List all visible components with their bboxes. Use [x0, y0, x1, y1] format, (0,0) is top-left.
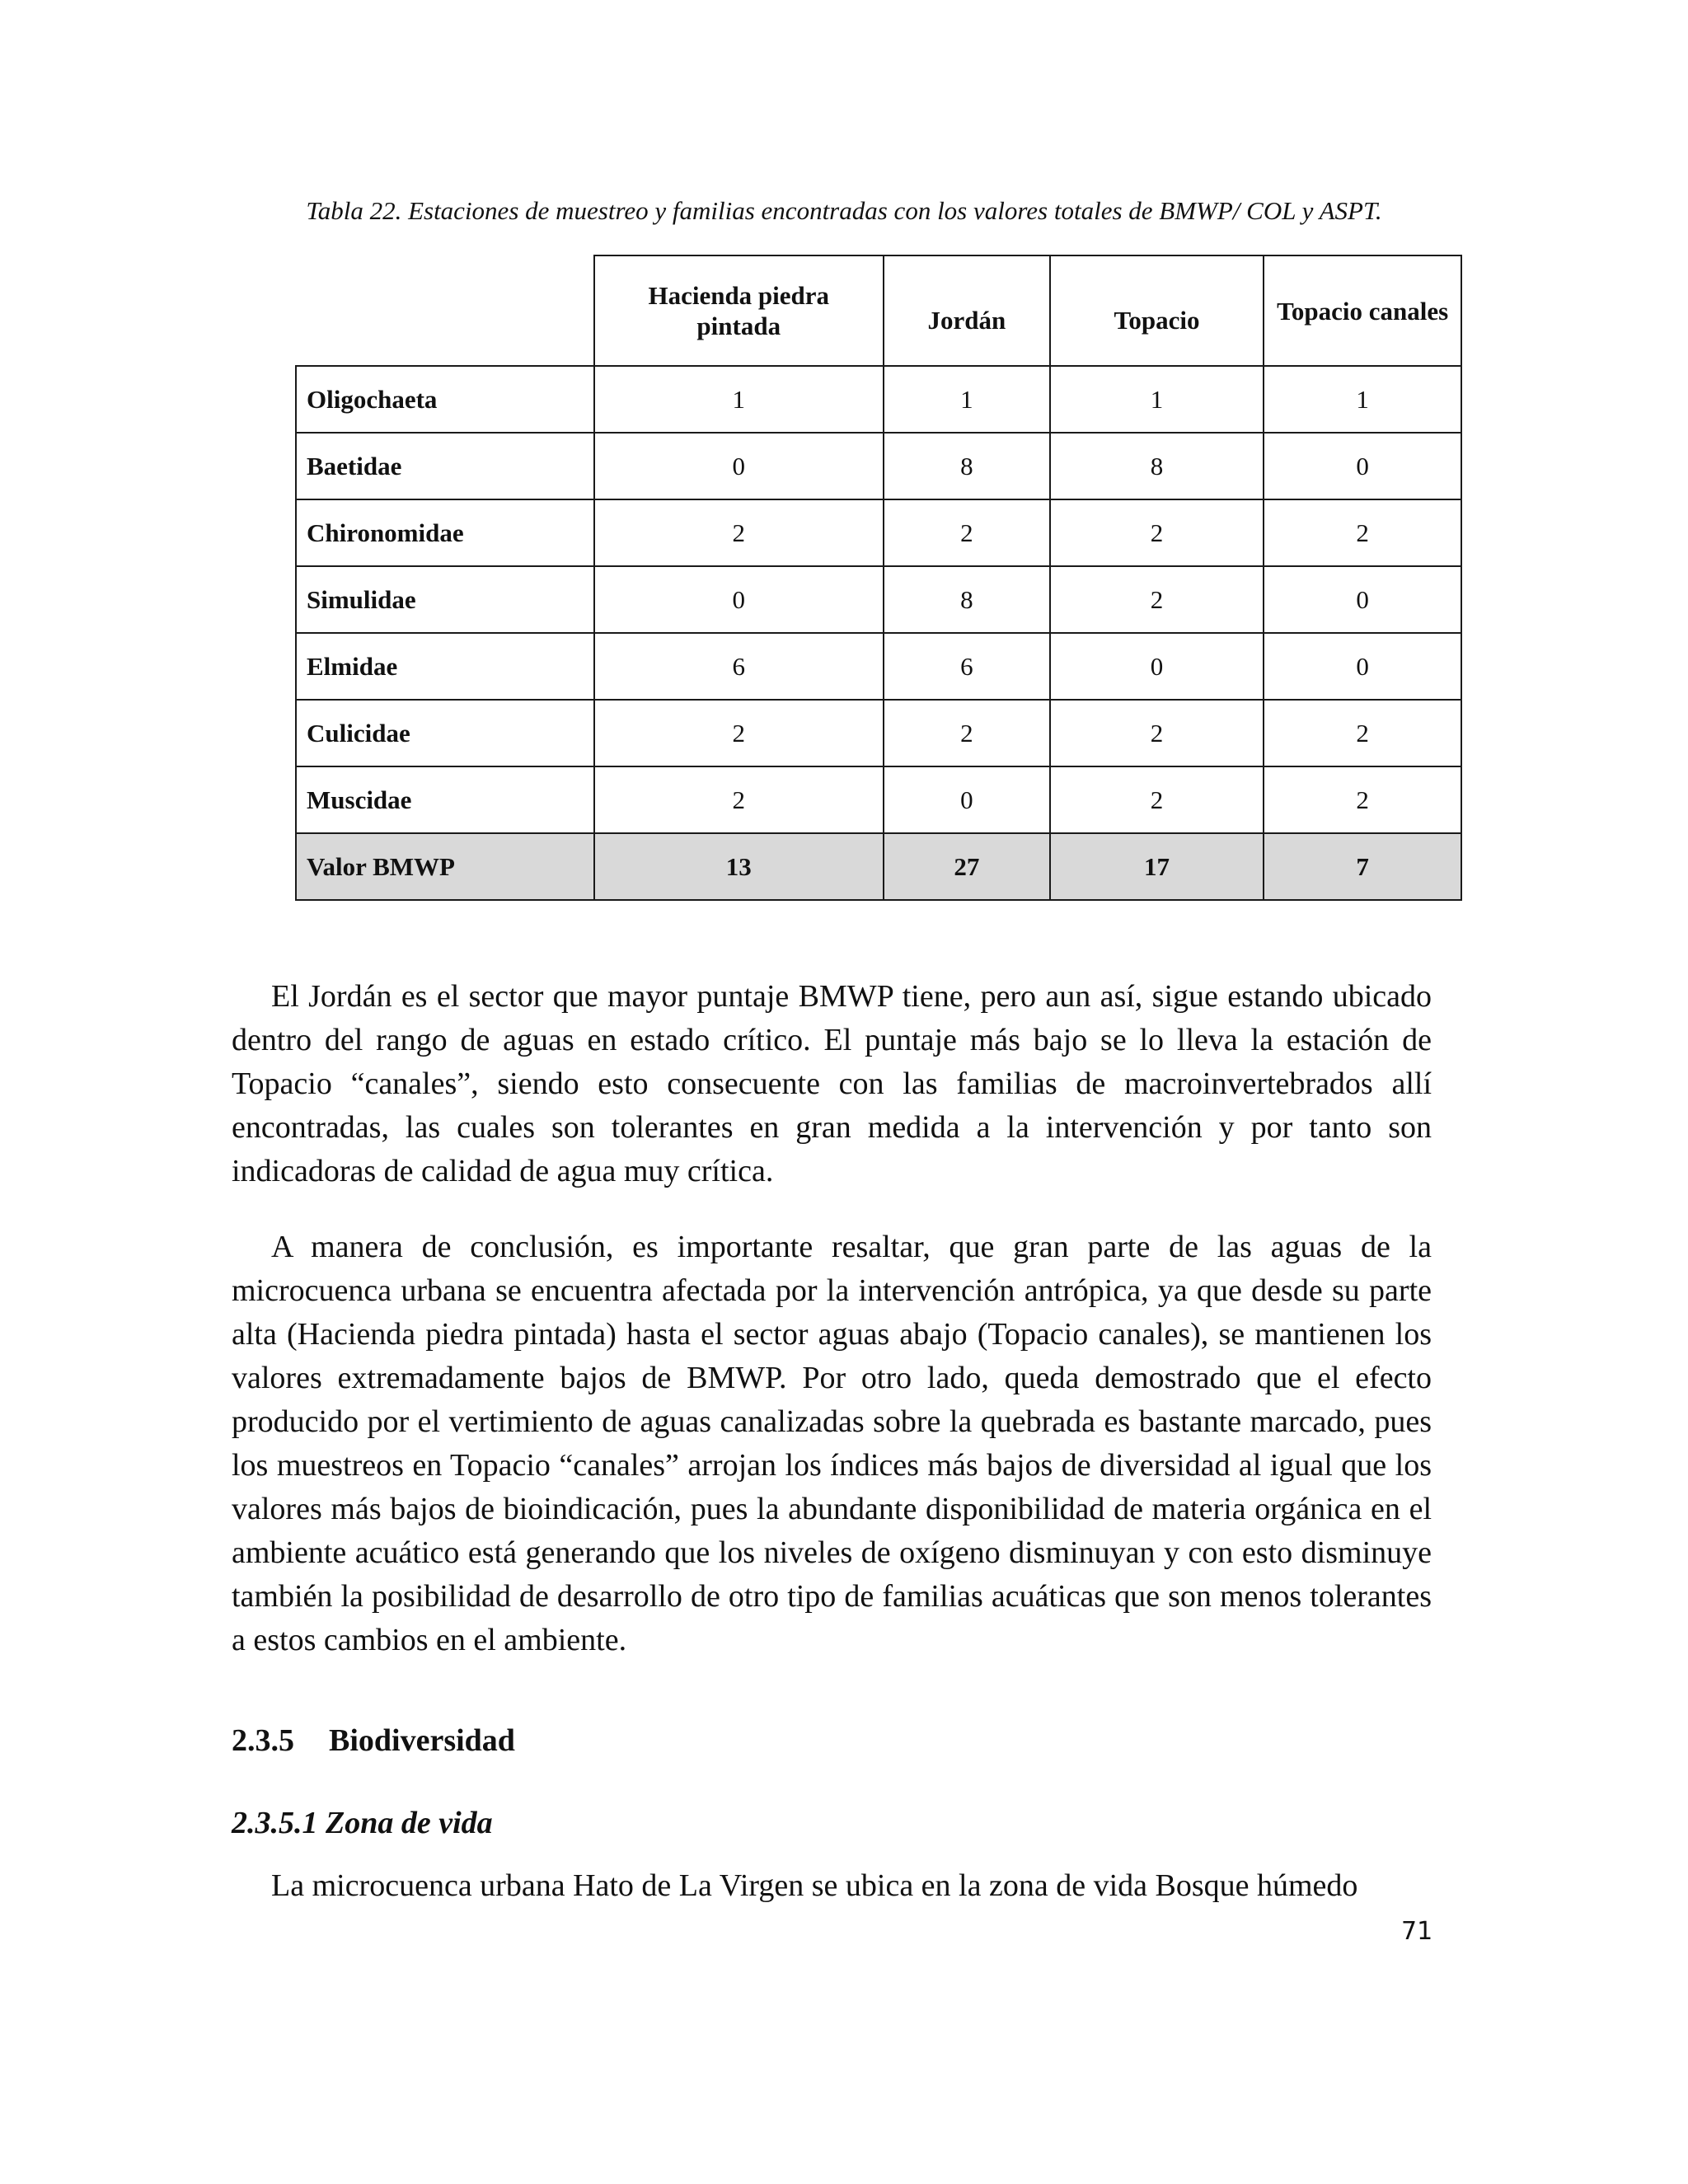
table-cell: 1 [884, 366, 1050, 433]
table-cell: 1 [594, 366, 884, 433]
table-cell: 0 [1264, 633, 1461, 700]
table-cell: 0 [1264, 433, 1461, 499]
column-header-topacio-canales: Topacio canales [1264, 255, 1461, 366]
table-cell: 8 [884, 566, 1050, 633]
column-header-topacio: Topacio [1050, 255, 1264, 366]
table-row [296, 499, 1461, 566]
table-caption: Tabla 22. Estaciones de muestreo y familias encontradas con los valores totales de BMWP/ COL y ASPT. [306, 196, 1382, 225]
table-row [296, 433, 1461, 499]
row-label: Oligochaeta [296, 366, 594, 433]
table-corner-cell [296, 255, 594, 366]
table-cell: 0 [884, 766, 1050, 833]
row-label: Muscidae [296, 766, 594, 833]
table-cell: 2 [1050, 700, 1264, 766]
table-cell: 2 [1264, 766, 1461, 833]
table-row [296, 566, 1461, 633]
table-cell: 2 [884, 499, 1050, 566]
paragraph-conclusion: A manera de conclusión, es importante resaltar, que gran parte de las aguas de la microcuenca urbana se encuentra afectada por la intervención antrópica, ya que desde su parte alta (Hacienda piedra pintada) hasta el sector aguas abajo (Topacio canales), se mantienen los valores extremadamente bajos de BMWP. Por otro lado, queda demostrado que el efecto producido por el vertimiento de aguas canalizadas sobre la quebrada es bastante marcado, pues los muestreos en Topacio “canales” arrojan los índices más bajos de diversidad al igual que los valores más bajos de bioindicación, pues la abundante disponibilidad de materia orgánica en el ambiente acuático está generando que los niveles de oxígeno disminuyan y con esto disminuye también la posibilidad de desarrollo de otro tipo de familias acuáticas que son menos tolerantes a estos cambios en el ambiente. [232, 1230, 1432, 1657]
section-title: Biodiversidad [329, 1723, 515, 1758]
table-cell: 6 [884, 633, 1050, 700]
table-cell: 2 [1050, 499, 1264, 566]
row-label: Elmidae [296, 633, 594, 700]
table-cell: 8 [884, 433, 1050, 499]
paragraph-jordan: El Jordán es el sector que mayor puntaje BMWP tiene, pero aun así, sigue estando ubicado dentro del rango de aguas en estado crítico. El puntaje más bajo se lo lleva la estación de Topacio “canales”, siendo esto consecuente con las familias de macroinvertebrados allí encontradas, las cuales son tolerantes en gran medida a la intervención y por tanto son indicadoras de calidad de agua muy crítica. [232, 979, 1432, 1188]
table-row [296, 766, 1461, 833]
total-cell: 27 [884, 833, 1050, 900]
table-cell: 0 [594, 433, 884, 499]
row-label: Culicidae [296, 700, 594, 766]
table-cell: 0 [1264, 566, 1461, 633]
table-cell: 2 [1050, 766, 1264, 833]
table-header-row [296, 255, 1461, 366]
section-number: 2.3.5 [232, 1723, 294, 1758]
table-cell: 2 [594, 766, 884, 833]
table-cell: 2 [1050, 566, 1264, 633]
column-header-hacienda: Hacienda piedra pintada [594, 255, 884, 366]
subsection-heading: 2.3.5.1 Zona de vida [232, 1806, 493, 1840]
bmwp-table [295, 255, 1462, 901]
table-cell: 1 [1050, 366, 1264, 433]
table-cell: 2 [1264, 700, 1461, 766]
row-label: Simulidae [296, 566, 594, 633]
table-cell: 0 [594, 566, 884, 633]
row-label: Baetidae [296, 433, 594, 499]
table-cell: 2 [594, 499, 884, 566]
table-cell: 8 [1050, 433, 1264, 499]
column-header-jordan: Jordán [884, 255, 1050, 366]
table-cell: 2 [1264, 499, 1461, 566]
table-cell: 2 [594, 700, 884, 766]
row-label: Chironomidae [296, 499, 594, 566]
total-cell: 13 [594, 833, 884, 900]
page-number: 71 [1401, 1917, 1433, 1946]
table-cell: 6 [594, 633, 884, 700]
total-cell: 17 [1050, 833, 1264, 900]
total-cell: 7 [1264, 833, 1461, 900]
total-row [296, 833, 1461, 900]
table-cell: 2 [884, 700, 1050, 766]
total-row-label: Valor BMWP [296, 833, 594, 900]
table-cell: 1 [1264, 366, 1461, 433]
table-row [296, 366, 1461, 433]
section-heading [232, 1722, 515, 1759]
paragraph-zona-de-vida: La microcuenca urbana Hato de La Virgen se ubica en la zona de vida Bosque húmedo [271, 1868, 1358, 1903]
table-row [296, 633, 1461, 700]
table-cell: 0 [1050, 633, 1264, 700]
table-row [296, 700, 1461, 766]
